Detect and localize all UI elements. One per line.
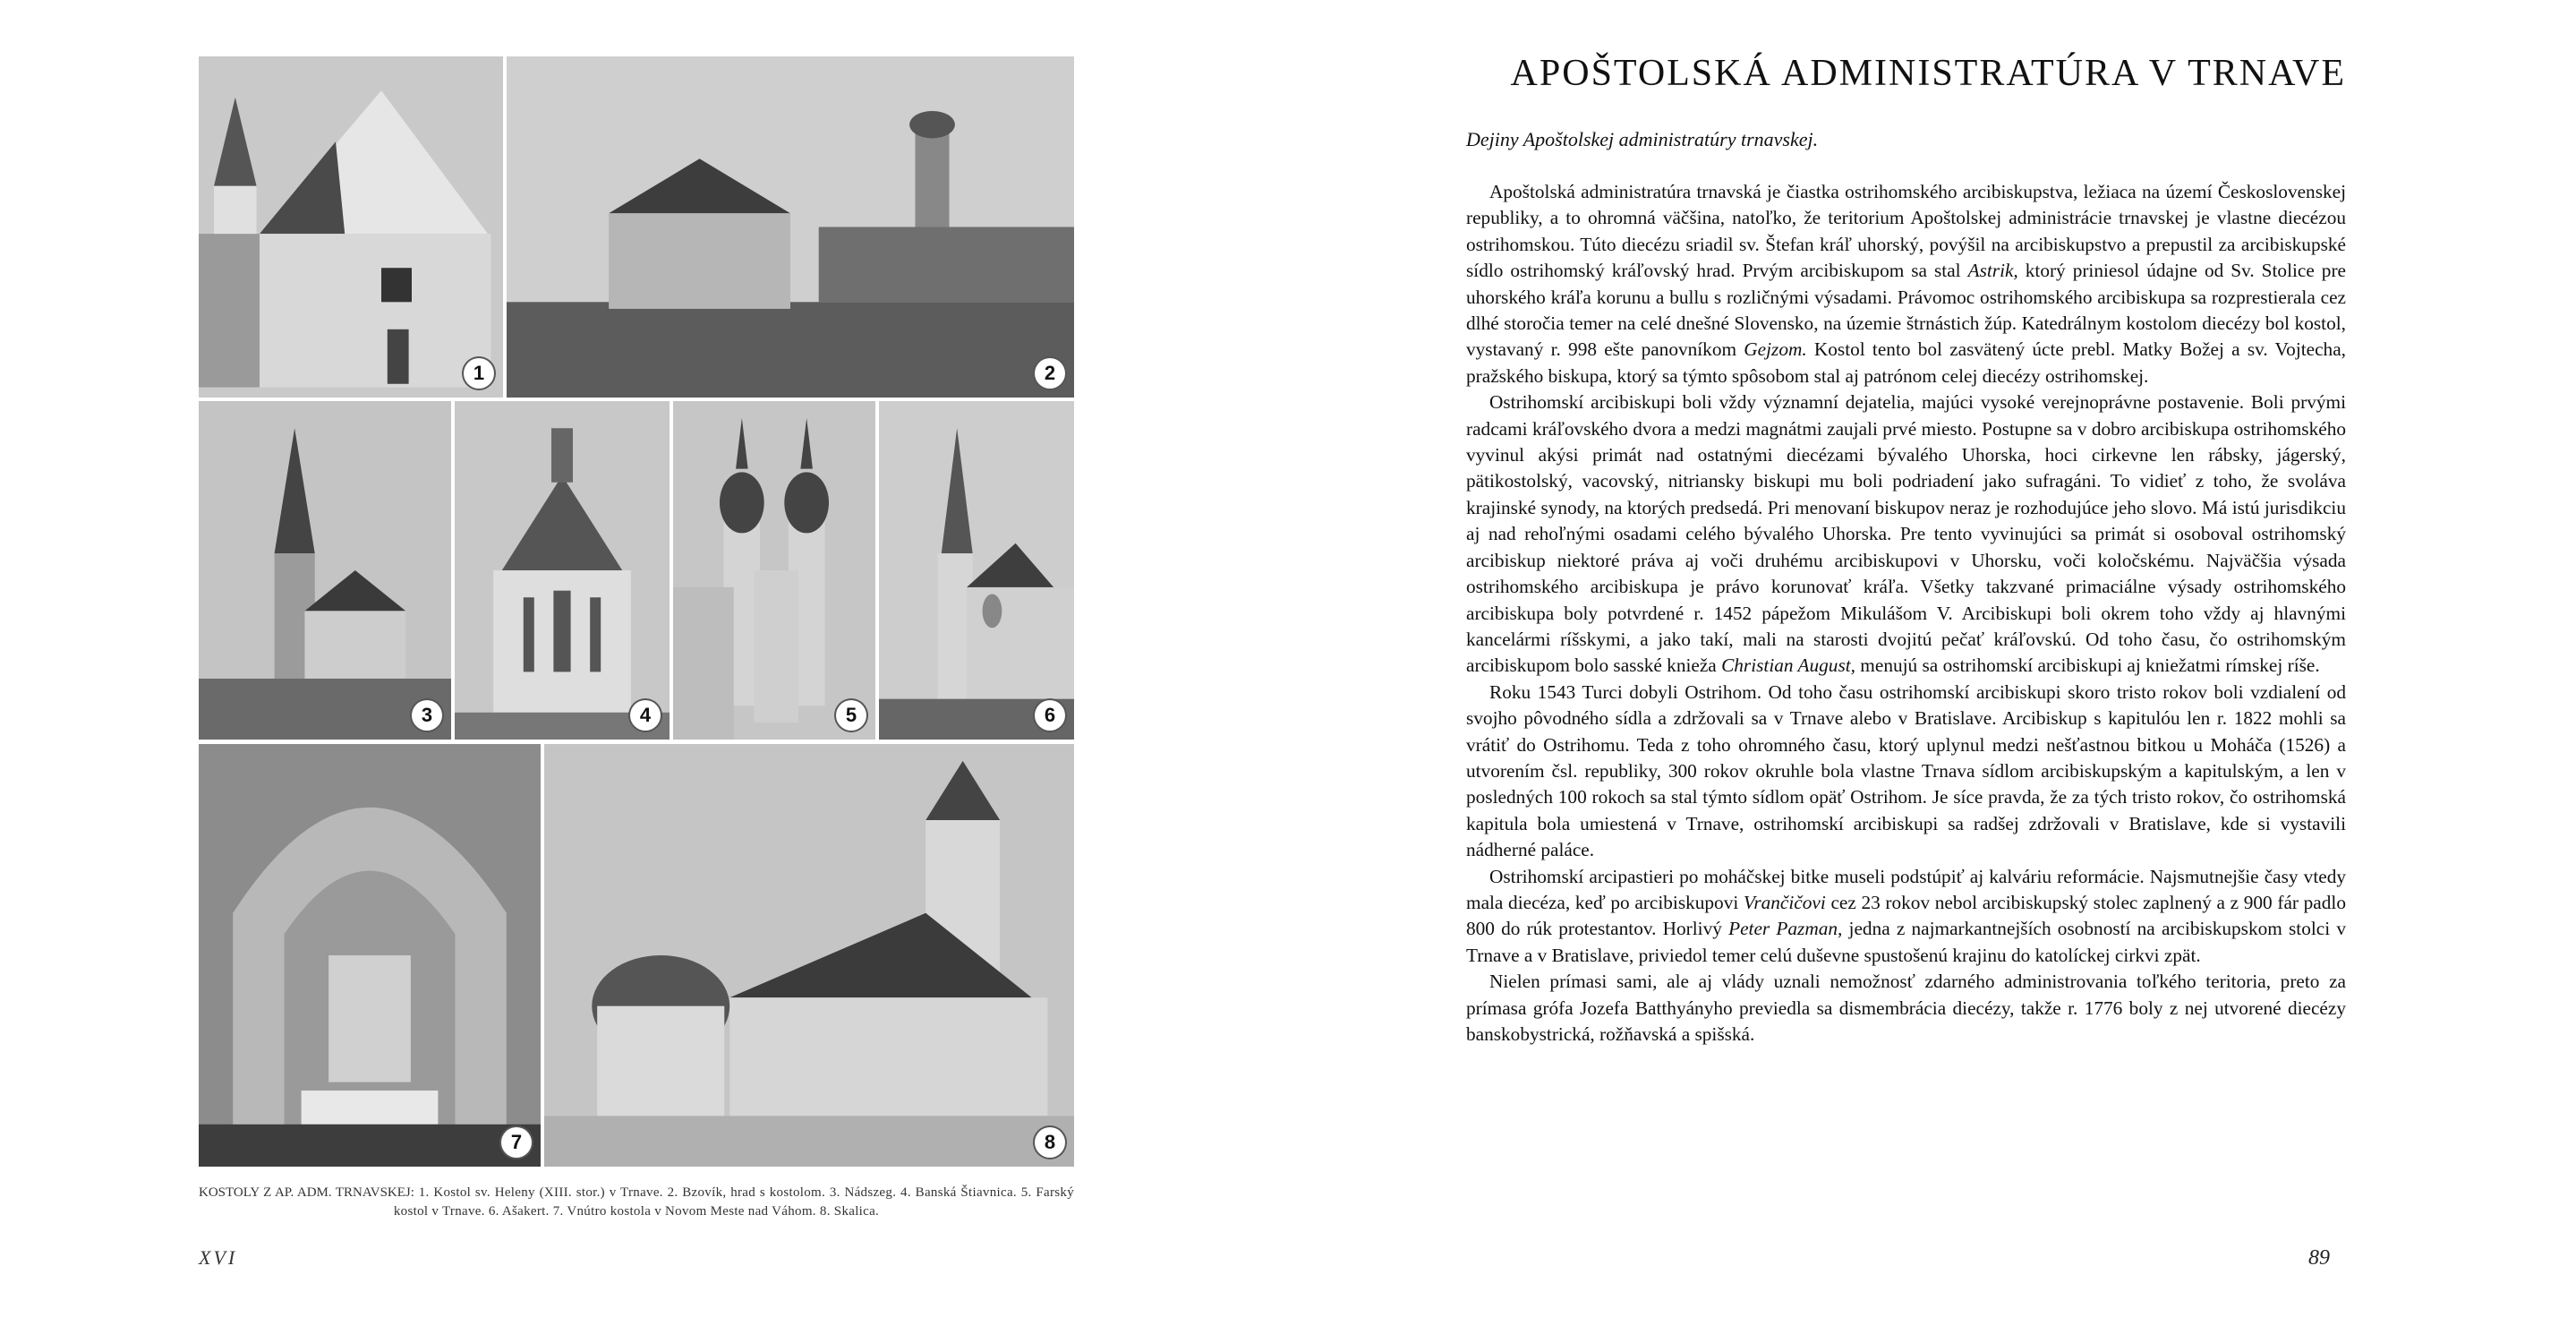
section-subtitle: Dejiny Apoštolskej administratúry trnavskej. (1466, 128, 1819, 150)
church-photo-7 (199, 744, 541, 1167)
photo-number-badge: 7 (501, 1127, 532, 1158)
church-photo-5 (673, 401, 875, 740)
photo-image (673, 401, 875, 740)
photo-caption (199, 1184, 1074, 1221)
text-run: Ostrihomskí arcibiskupi boli vždy významní dejatelia, majúci vysoké verejnoprávne postavenie. Boli prvými radcami kráľovského dvora a medzi magnátmi zaujali prvé miesto. Postupne sa v dobro arcibiskupa ostrihomského vyvinul akýsi primát nad ostatnými diecézami bývalého Uhorska, hoci cirkevne len rábsky, jágerský, pätikostolský, vacovský, nitriansky biskupi mu boli podriadení jako sufragáni. To vidieť z toho, že svoláva krajinské synody, na ktorých predsedá. Pri menovaní biskupov neraz je rozhodujúce jeho slovo. Má istú jurisdikciu aj nad rehoľnými osadami celého bývalého Uhorska. Pre tento vyvinujúci sa primát si osoboval ostrihomský arcibiskup niektoré práva aj voči druhému arcibiskupovi v Uhorsku, voči koločskému. Najväčšia výsada ostrihomského arcibiskupa je právo korunovať kráľa. Všetky takzvané primaciálne výsady ostrihomského arcibiskupa boly potvrdené r. 1452 pápežom Mikulášom V. Arcibiskupi boli okrem toho vždy aj hlavnými kancelármi ríšskymi, a jako takí, mali na starosti dvojitú pečať kráľovskú. Od toho času, čo ostrihomským arcibiskupom bolo sasské knieža (1466, 391, 2346, 677)
church-photo-4 (455, 401, 670, 740)
text-run: Ostrihomskí arcipastieri po moháčskej bitke museli podstúpiť aj kalváriu reformácie. Najsmutnejšie časy vtedy mala diecéza, keď po arcibiskupovi (1466, 865, 2346, 913)
photo-number-badge: 3 (412, 700, 442, 731)
photo-image (455, 401, 670, 740)
text-run: jedna z najmarkantnejších osobností na arcibiskupskom stolci v Trnave a v Bratislave, priviedol temer celú duševne spustošenú krajinu do katolíckej cirkvi zpät. (1466, 918, 2346, 966)
photo-grid (199, 56, 1074, 1167)
photo-number-badge: 2 (1035, 358, 1065, 389)
text-run: Roku 1543 Turci dobyli Ostrihom. Od toho času ostrihomskí arcibiskupi skoro tristo rokov boli vzdialení od svojho pôvodného sídla a zdržovali sa v Trnave alebo v Bratislave. Arcibiskup s kapitulóu len r. 1822 mohli sa vrátiť do Ostrihomu. Teda z toho ohromného času, ktorý uplynul medzi nešťastnou bitkou u Moháča (1526) a utvorením čsl. republiky, 300 rokov okruhle bola vlastne Trnava sídlom arcibiskupským a kapitulským, a len v posledných 100 rokoch sa stal týmto sídlom opäť Ostrihom. Je síce pravda, že za tých tristo rokov, čo ostrihomská kapitula bola umiestená v Trnave, ostrihomskí arcibiskupi sa radšej zdržovali v Bratislave, kde si vystavili nádherné paláce. (1466, 680, 2346, 861)
photo-number-badge: 1 (464, 358, 494, 389)
church-photo-2 (507, 56, 1074, 398)
church-photo-6 (879, 401, 1074, 740)
photo-number-badge: 8 (1035, 1127, 1065, 1158)
photo-image (199, 56, 503, 398)
italic-name: Peter Pazman, (1728, 918, 1843, 940)
text-run: cez 23 rokov nebol arcibiskupský stolec zaplnený a z 900 fár padlo 800 do rúk protestantov. Horlivý (1466, 891, 2346, 940)
page-number-left: XVI (199, 1246, 238, 1269)
italic-name: Vrančičovi (1743, 891, 1826, 913)
text-run: menujú sa ostrihomskí arcibiskupi aj kniežatmi rímskej ríše. (1855, 654, 2320, 677)
church-photo-3 (199, 401, 451, 740)
paragraph (1466, 389, 2346, 679)
text-run: ktorý priniesol údajne od Sv. Stolice pre uhorského kráľa korunu a bullu s rozličnými výsadami. Právomoc ostrihomského arcibiskupa sa rozprestierala cez dlhé storočia temer na celé dnešné Slovensko, na územie štrnástich žúp. Katedrálnym kostolom diecézy bol kostol, vystavaný r. 998 ešte panovníkom (1466, 260, 2346, 361)
italic-name: Astrik, (1967, 260, 2018, 282)
italic-name: Christian August, (1721, 654, 1855, 677)
church-photo-8 (544, 744, 1074, 1167)
chapter-heading: APOŠTOLSKÁ ADMINISTRATÚRA V TRNAVE (1510, 53, 2346, 94)
italic-name: Gejzom. (1744, 338, 1807, 361)
right-page (1288, 0, 2576, 1343)
paragraph (1466, 179, 2346, 389)
caption-lead: KOSTOLY Z AP. ADM. TRNAVSKEJ: (199, 1185, 414, 1200)
photo-number-badge: 4 (630, 700, 661, 731)
photo-image (507, 56, 1074, 398)
photo-number-badge: 5 (836, 700, 866, 731)
photo-image (879, 401, 1074, 740)
paragraph (1466, 864, 2346, 970)
paragraph (1466, 969, 2346, 1048)
photo-image (199, 401, 451, 740)
text-run: Nielen prímasi sami, ale aj vlády uznali nemožnosť zdarného administrovania toľkého teritoria, preto za prímasa grófa Jozefa Batthyányho previedla sa dismembrácia diecézy, takže r. 1776 boly z nej utvorené diecézy banskobystrická, rožňavská a spišská. (1466, 971, 2346, 1045)
paragraph (1466, 680, 2346, 864)
photo-image (199, 744, 541, 1167)
caption-text: 1. Kostol sv. Heleny (XIII. stor.) v Trnave. 2. Bzovík, hrad s kostolom. 3. Nádszeg. 4. Banská Štiavnica. 5. Farský kostol v Trnave. 6. Ašakert. 7. Vnútro kostola v Novom Meste nad Váhom. 8. Skalica. (393, 1185, 1074, 1219)
body-text (1466, 179, 2346, 1048)
photo-number-badge: 6 (1035, 700, 1065, 731)
photo-image (544, 744, 1074, 1167)
church-photo-1 (199, 56, 503, 398)
page-number-right: 89 (2308, 1246, 2330, 1270)
text-run: Apoštolská administratúra trnavská je čiastka ostrihomského arcibiskupstva, ležiaca na území Československej republiky, a to ohromná väčšina, natoľko, že teritorium Apoštolskej administrácie trnavskej je vlastne diecézou ostrihomskou. Túto diecézu sriadil sv. Štefan kráľ uhorský, povýšil na arcibiskupstvo a prepustil za arcibiskupské sídlo ostrihomský kráľovský hrad. Prvým arcibiskupom sa stal (1466, 181, 2346, 282)
text-run: Kostol tento bol zasvätený úcte prebl. Matky Božej a sv. Vojtecha, pražského biskupa, ktorý sa týmto spôsobom stal aj patrónom celej diecézy ostrihomskej. (1466, 338, 2346, 387)
